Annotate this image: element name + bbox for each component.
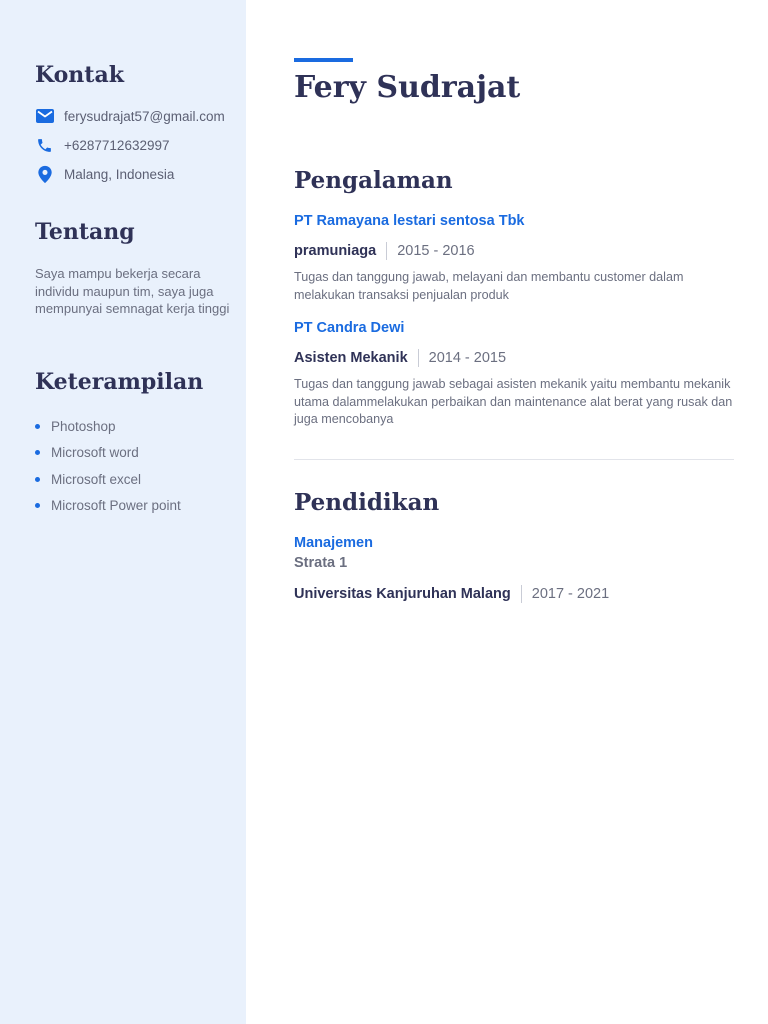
contact-location-text: Malang, Indonesia xyxy=(64,166,175,182)
experience-role-line xyxy=(294,241,475,261)
skills-heading: Keterampilan xyxy=(35,369,204,395)
experience-heading: Pengalaman xyxy=(294,167,453,194)
contact-heading: Kontak xyxy=(35,62,124,88)
skill-item xyxy=(35,440,181,467)
education-school-line xyxy=(294,584,609,604)
experience-role: Asisten Mekanik xyxy=(294,350,408,366)
experience-description: Tugas dan tanggung jawab, melayani dan membantu customer dalam melakukan transaksi penjualan produk xyxy=(294,270,684,302)
divider xyxy=(386,242,387,260)
experience-description: Tugas dan tanggung jawab sebagai asisten mekanik yaitu membantu mekanik utama dalammelakukan perbaikan dan maintenance alat berat yang rusak dan juga mencobanya xyxy=(294,377,733,426)
experience-company: PT Candra Dewi xyxy=(294,320,405,336)
divider xyxy=(418,349,419,367)
education-school: Universitas Kanjuruhan Malang xyxy=(294,586,511,602)
about-heading: Tentang xyxy=(35,219,135,245)
contact-phone-text[interactable]: +6287712632997 xyxy=(64,137,170,153)
skill-item xyxy=(35,493,181,520)
experience-years: 2014 - 2015 xyxy=(428,350,507,366)
skill-item xyxy=(35,413,181,440)
education-degree: Strata 1 xyxy=(294,555,348,571)
experience-years: 2015 - 2016 xyxy=(397,243,475,259)
skill-label: Microsoft Power point xyxy=(51,498,181,514)
skills-list xyxy=(35,413,181,519)
contact-email xyxy=(35,106,225,126)
section-divider xyxy=(294,459,734,460)
education-years: 2017 - 2021 xyxy=(531,586,610,602)
education-heading: Pendidikan xyxy=(294,489,440,516)
mail-icon xyxy=(35,107,54,126)
contact-phone xyxy=(35,135,170,155)
location-pin-icon xyxy=(35,165,54,184)
skill-label: Microsoft excel xyxy=(51,471,142,487)
bullet-icon xyxy=(35,424,40,429)
skill-label: Photoshop xyxy=(51,418,116,434)
about-text: Saya mampu bekerja secara individu maupun tim, saya juga mempunyai semnagat kerja tinggi xyxy=(35,266,230,316)
divider xyxy=(521,585,522,603)
phone-icon xyxy=(35,136,54,155)
bullet-icon xyxy=(35,503,40,508)
skill-label: Microsoft word xyxy=(51,445,139,461)
experience-role-line xyxy=(294,348,506,368)
bullet-icon xyxy=(35,450,40,455)
sidebar xyxy=(0,0,246,1024)
skill-item xyxy=(35,466,181,493)
experience-role: pramuniaga xyxy=(294,243,377,259)
experience-company: PT Ramayana lestari sentosa Tbk xyxy=(294,213,525,229)
contact-location xyxy=(35,164,174,184)
bullet-icon xyxy=(35,477,40,482)
education-major: Manajemen xyxy=(294,535,373,551)
name-accent-bar xyxy=(294,58,353,62)
candidate-name: Fery Sudrajat xyxy=(294,70,521,105)
contact-email-text[interactable]: ferysudrajat57@gmail.com xyxy=(64,108,225,124)
main-content xyxy=(246,0,768,1024)
